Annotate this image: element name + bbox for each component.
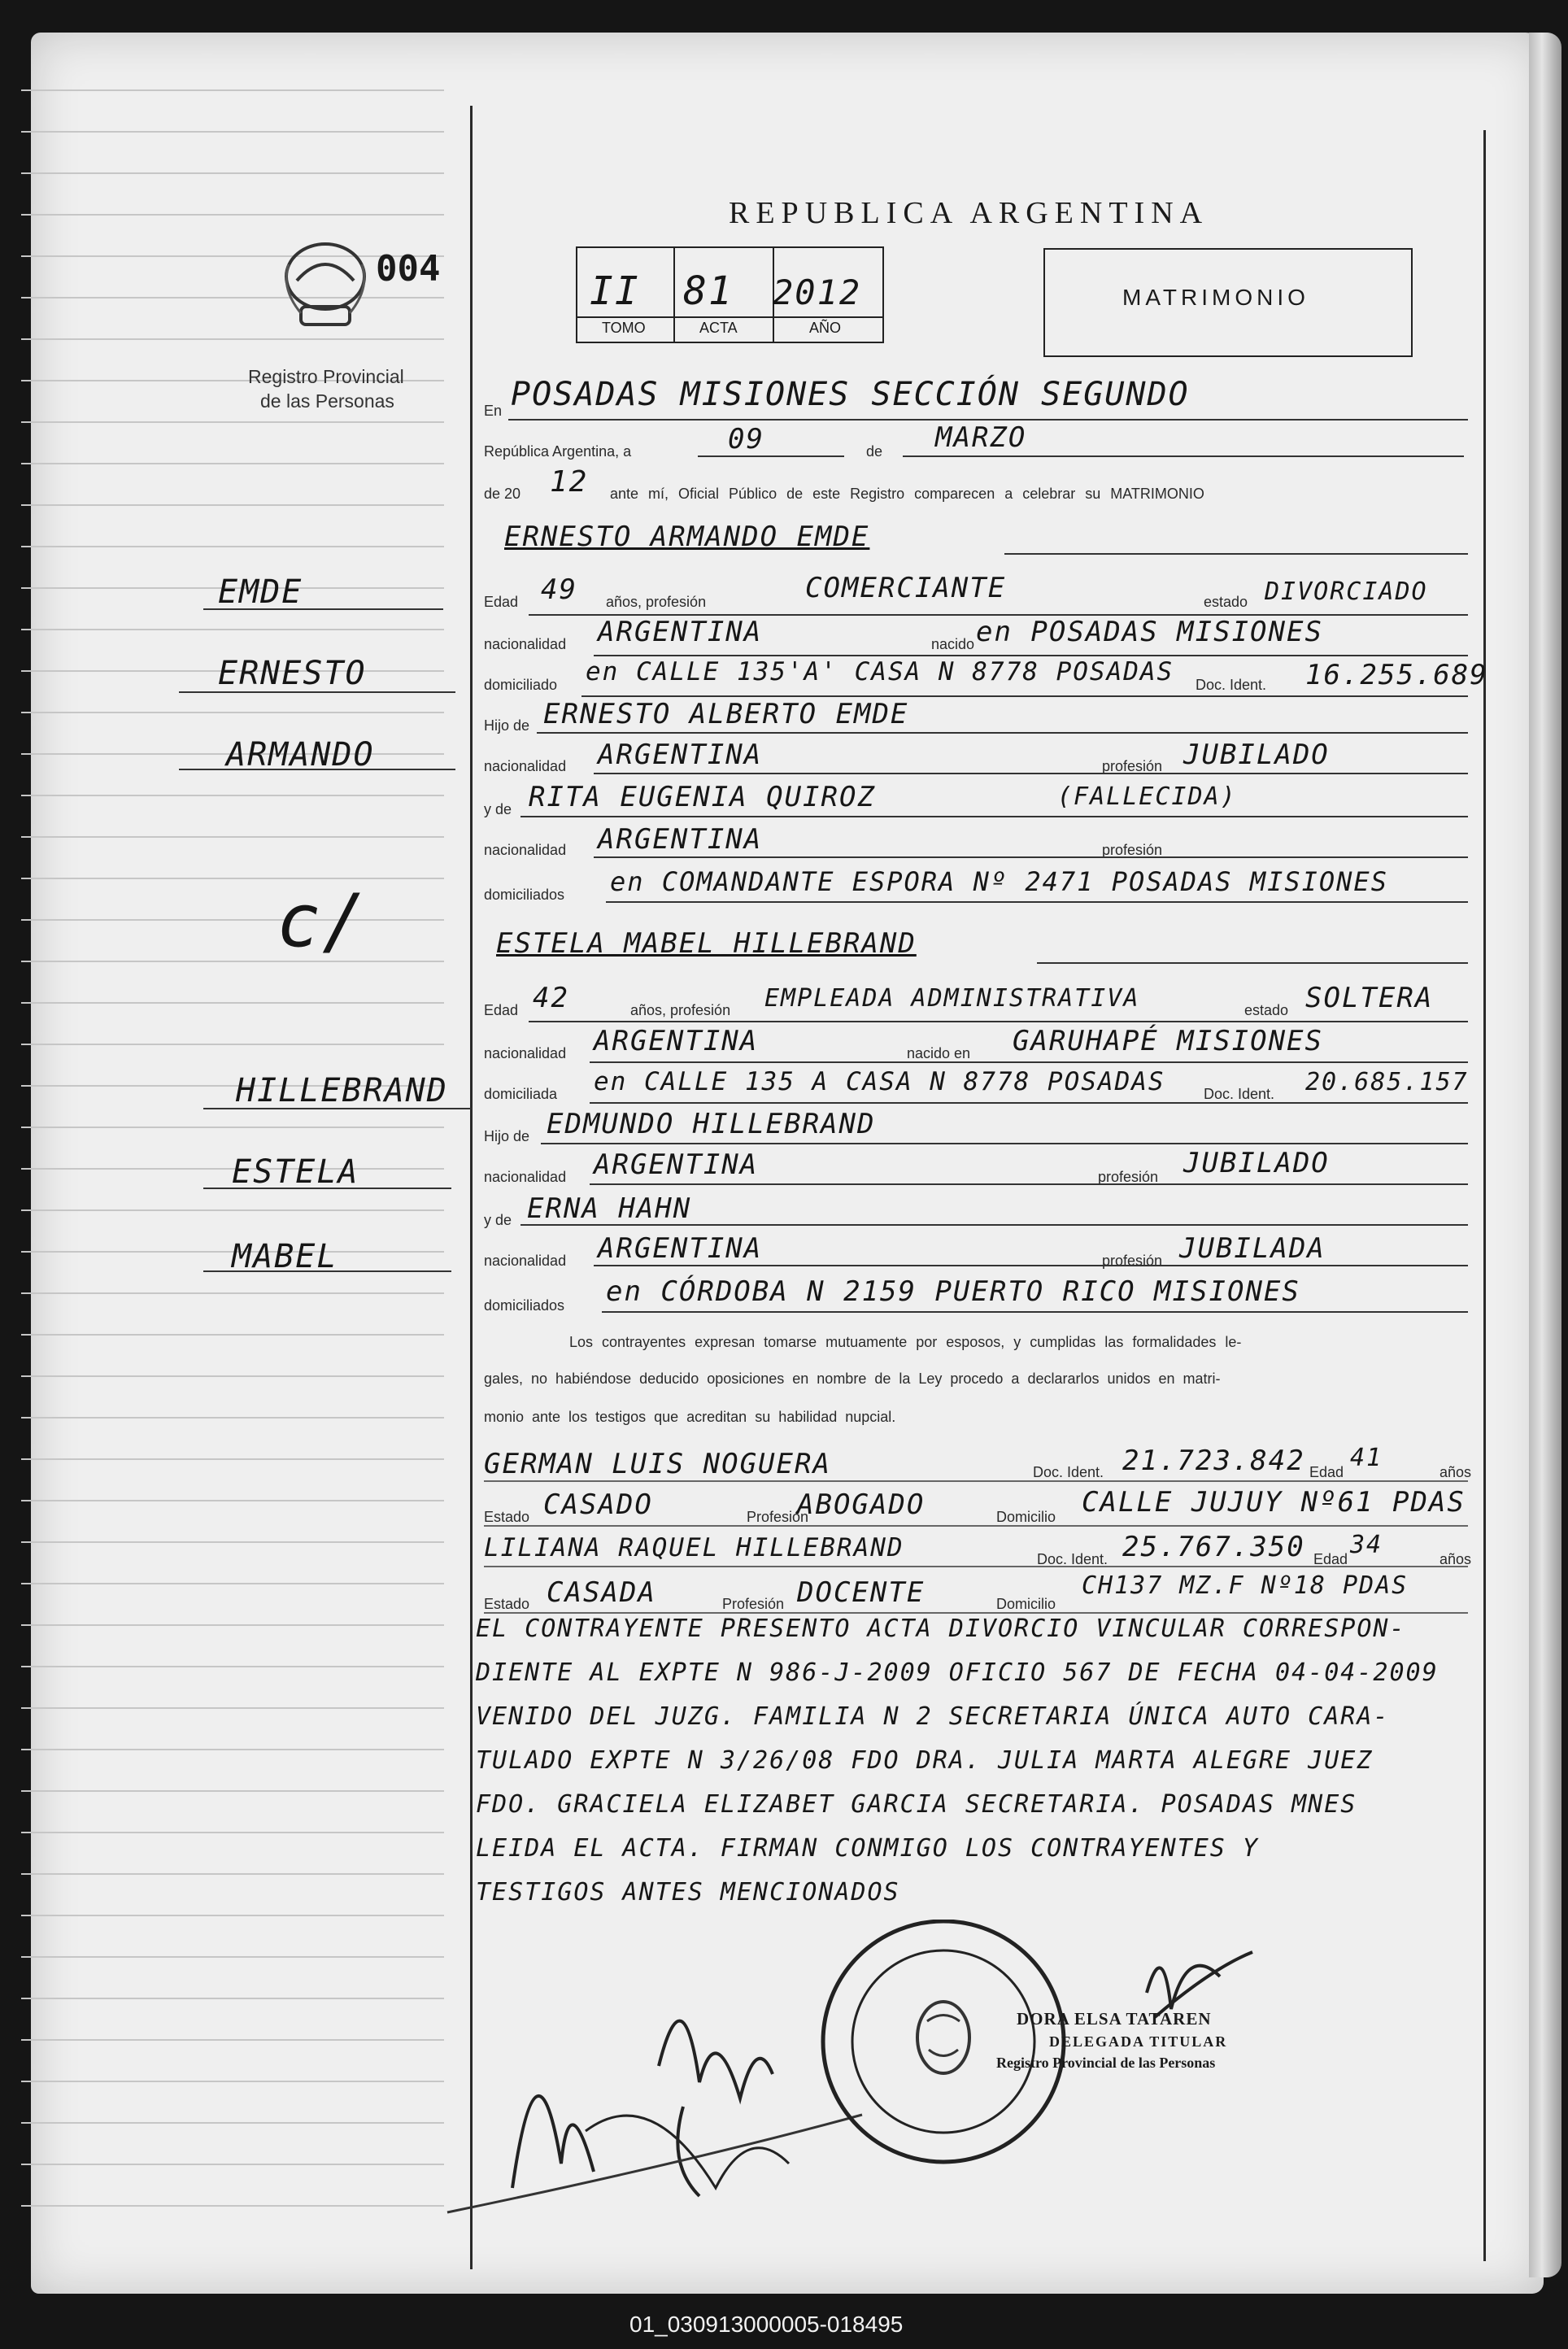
groom-domicilio-label: domiciliado: [484, 677, 558, 693]
act-type: MATRIMONIO: [1122, 285, 1309, 310]
groom-estado-label: estado: [1204, 594, 1248, 610]
witness1-age: 41: [1350, 1444, 1383, 1472]
witness2-prof-label: Profesión: [722, 1596, 785, 1612]
bride-mother-label: y de: [484, 1212, 512, 1228]
folio-number: 004: [376, 248, 441, 290]
ruled-line: [21, 172, 444, 174]
witness1-estado-label: Estado: [484, 1509, 530, 1525]
book-binding-edge: [1529, 33, 1561, 2277]
ruled-line: [21, 2039, 444, 2041]
bride-parents-address: en CÓRDOBA N 2159 PUERTO RICO MISIONES: [606, 1275, 1300, 1308]
bride-estado-label: estado: [1244, 1002, 1289, 1018]
groom-father-nac-label: nacionalidad: [484, 758, 567, 774]
groom-edad-label: Edad: [484, 594, 519, 610]
bride-parents-dom-label: domiciliados: [484, 1297, 565, 1314]
ruled-line: [21, 546, 444, 547]
ruled-line: [21, 1541, 444, 1543]
acta-value: 81: [683, 268, 734, 314]
ruled-line: [21, 1127, 444, 1128]
witness2-name: LILIANA RAQUEL HILLEBRAND: [484, 1533, 904, 1562]
groom-birthplace: en POSADAS MISIONES: [976, 616, 1323, 648]
registry-name-line2: de las Personas: [260, 390, 394, 412]
note-line: LEIDA EL ACTA. FIRMAN CONMIGO LOS CONTRAYENTES Y: [476, 1834, 1259, 1863]
year-prefix-label: de 20: [484, 486, 521, 502]
ruled-line: [21, 1666, 444, 1667]
note-line: DIENTE AL EXPTE N 986-J-2009 OFICIO 567 DE FECHA 04-04-2009: [476, 1658, 1439, 1687]
groom-mother-name: RITA EUGENIA QUIROZ: [529, 781, 876, 813]
witness1-doc-label: Doc. Ident.: [1033, 1464, 1104, 1480]
bride-mother-name: ERNA HAHN: [527, 1192, 692, 1225]
anio-value: 2012: [773, 272, 862, 312]
note-line: VENIDO DEL JUZG. FAMILIA N 2 SECRETARIA ÚNICA AUTO CARA-: [476, 1702, 1390, 1731]
bride-profession: EMPLEADA ADMINISTRATIVA: [764, 984, 1140, 1013]
republica-label: República Argentina, a: [484, 443, 632, 460]
anio-label: AÑO: [809, 320, 842, 336]
bride-domicilio-label: domiciliada: [484, 1086, 558, 1102]
margin-groom-name1: ERNESTO: [218, 655, 367, 692]
registration-day: 09: [728, 423, 764, 455]
bride-mother-profession: JUBILADA: [1179, 1232, 1326, 1265]
groom-marital-status: DIVORCIADO: [1265, 577, 1428, 606]
ruled-line: [21, 1624, 444, 1626]
witness2-edad-label: Edad: [1313, 1551, 1348, 1567]
officer-title: DELEGADA TITULAR: [1049, 2033, 1228, 2050]
ruled-line: [21, 131, 444, 133]
witness1-profession: ABOGADO: [797, 1488, 926, 1521]
ruled-line: [21, 1417, 444, 1419]
bride-father-nationality: ARGENTINA: [594, 1148, 759, 1181]
ruled-line: [21, 1044, 444, 1045]
note-line: TESTIGOS ANTES MENCIONADOS: [476, 1878, 900, 1907]
margin-groom-name2: ARMANDO: [226, 736, 375, 774]
bride-full-name: ESTELA MABEL HILLEBRAND: [496, 927, 917, 960]
groom-mother-note: (FALLECIDA): [1057, 782, 1237, 811]
bride-doc-label: Doc. Ident.: [1204, 1086, 1275, 1102]
registry-name-line1: Registro Provincial: [248, 366, 404, 387]
groom-mother-prof-label: profesión: [1102, 842, 1163, 858]
bride-father-prof-label: profesión: [1098, 1169, 1159, 1185]
image-identifier: 01_030913000005-018495: [629, 2312, 904, 2337]
ruled-line: [21, 1707, 444, 1709]
bride-birthplace: GARUHAPÉ MISIONES: [1013, 1025, 1323, 1057]
de-label-1: de: [866, 443, 883, 460]
declaration-line-3: monio ante los testigos que acreditan su habilidad nupcial.: [484, 1409, 896, 1425]
ruled-line: [21, 1998, 444, 1999]
note-line: EL CONTRAYENTE PRESENTO ACTA DIVORCIO VINCULAR CORRESPON-: [476, 1615, 1406, 1643]
groom-profesion-label: años, profesión: [606, 594, 707, 610]
ruled-line: [21, 214, 444, 216]
witness2-address: CH137 MZ.F Nº18 PDAS: [1082, 1571, 1409, 1600]
registration-month: MARZO: [935, 421, 1027, 454]
ruled-line: [21, 504, 444, 506]
bride-mother-nationality: ARGENTINA: [598, 1232, 763, 1265]
witness1-status: CASADO: [543, 1488, 653, 1521]
ruled-line: [21, 1375, 444, 1377]
groom-father-profession: JUBILADO: [1183, 739, 1330, 771]
ruled-line: [21, 1915, 444, 1916]
witness1-dom-label: Domicilio: [996, 1509, 1056, 1525]
tomo-label: TOMO: [602, 320, 646, 336]
witness2-doc: 25.767.350: [1122, 1531, 1305, 1563]
ruled-line: [21, 2164, 444, 2165]
margin-bride-name1: ESTELA: [232, 1153, 359, 1191]
ruled-line: [21, 961, 444, 962]
groom-parents-address: en COMANDANTE ESPORA Nº 2471 POSADAS MISIONES: [610, 866, 1388, 897]
groom-nacido-label: nacido: [931, 636, 975, 652]
ruled-line: [21, 1334, 444, 1336]
ruled-line: [21, 836, 444, 838]
bride-father-profession: JUBILADO: [1183, 1147, 1330, 1179]
bride-address: en CALLE 135 A CASA N 8778 POSADAS: [594, 1067, 1165, 1096]
registration-place: POSADAS MISIONES SECCIÓN SEGUNDO: [511, 376, 1190, 413]
ruled-line: [21, 878, 444, 879]
ruled-line: [21, 1790, 444, 1792]
groom-address: en CALLE 135'A' CASA N 8778 POSADAS: [586, 657, 1174, 686]
appearance-sentence: ante mí, Oficial Público de este Registro comparecen a celebrar su MATRIMONIO: [610, 486, 1204, 502]
witness1-prof-label: Profesión: [747, 1509, 809, 1525]
ruled-line: [21, 2081, 444, 2082]
bride-father-name: EDMUNDO HILLEBRAND: [547, 1108, 876, 1140]
groom-father-label: Hijo de: [484, 717, 530, 734]
groom-nacionalidad-label: nacionalidad: [484, 636, 567, 652]
witness1-edad-label: Edad: [1309, 1464, 1344, 1480]
witness1-address: CALLE JUJUY Nº61 PDAS: [1082, 1486, 1466, 1519]
ruled-line: [21, 463, 444, 464]
ruled-line: [21, 1292, 444, 1294]
registry-seal-icon: [264, 232, 386, 350]
ruled-line: [21, 629, 444, 630]
bride-age: 42: [533, 982, 569, 1014]
witness2-age: 34: [1350, 1531, 1383, 1559]
ruled-line: [21, 2122, 444, 2124]
bride-father-label: Hijo de: [484, 1128, 530, 1144]
declaration-line-2: gales, no habiéndose deducido oposiciones en nombre de la Ley procedo a declararlos unidos en matri-: [484, 1371, 1221, 1387]
groom-doc-label: Doc. Ident.: [1196, 677, 1267, 693]
groom-nationality: ARGENTINA: [598, 616, 763, 648]
witness1-name: GERMAN LUIS NOGUERA: [484, 1448, 831, 1480]
note-line: FDO. GRACIELA ELIZABET GARCIA SECRETARIA. POSADAS MNES: [476, 1790, 1357, 1819]
witness1-doc: 21.723.842: [1122, 1445, 1305, 1477]
bride-nationality: ARGENTINA: [594, 1025, 759, 1057]
groom-father-prof-label: profesión: [1102, 758, 1163, 774]
ruled-line: [21, 1583, 444, 1584]
groom-mother-nationality: ARGENTINA: [598, 823, 763, 856]
right-border-line: [1483, 130, 1486, 2261]
bride-profesion-label: años, profesión: [630, 1002, 731, 1018]
groom-parents-dom-label: domiciliados: [484, 887, 565, 903]
groom-mother-label: y de: [484, 801, 512, 817]
ruled-line: [21, 795, 444, 796]
ruled-line: [21, 1500, 444, 1501]
groom-father-name: ERNESTO ALBERTO EMDE: [543, 698, 909, 730]
ruled-line: [21, 1458, 444, 1460]
year-suffix: 12: [550, 465, 589, 499]
note-line: TULADO EXPTE N 3/26/08 FDO DRA. JULIA MARTA ALEGRE JUEZ: [476, 1746, 1374, 1775]
ruled-line: [21, 1209, 444, 1211]
ruled-line: [21, 1749, 444, 1750]
country-heading: REPUBLICA ARGENTINA: [729, 196, 1209, 230]
ruled-line: [21, 1873, 444, 1875]
tomo-value: II: [590, 268, 640, 314]
en-label: En: [484, 403, 503, 419]
bride-father-nac-label: nacionalidad: [484, 1169, 567, 1185]
ruled-line: [21, 421, 444, 423]
groom-full-name: ERNESTO ARMANDO EMDE: [504, 521, 870, 553]
witness2-estado-label: Estado: [484, 1596, 530, 1612]
signatures-drawing: [439, 1920, 1350, 2233]
groom-profession: COMERCIANTE: [805, 572, 1007, 604]
bride-marital-status: SOLTERA: [1305, 982, 1434, 1014]
ruled-line: [21, 2205, 444, 2207]
witness2-doc-label: Doc. Ident.: [1037, 1551, 1108, 1567]
witness2-profession: DOCENTE: [797, 1576, 926, 1609]
ruled-line: [21, 1956, 444, 1958]
declaration-line-1: Los contrayentes expresan tomarse mutuamente por esposos, y cumplidas las formalidades le-: [569, 1334, 1242, 1350]
ruled-line: [21, 712, 444, 713]
groom-age: 49: [541, 573, 577, 606]
bride-edad-label: Edad: [484, 1002, 519, 1018]
groom-mother-nac-label: nacionalidad: [484, 842, 567, 858]
witness2-anios-label: años: [1440, 1551, 1472, 1567]
acta-label: ACTA: [699, 320, 738, 336]
ruled-line: [21, 1002, 444, 1004]
officer-registry: Registro Provincial de las Personas: [996, 2055, 1216, 2071]
bride-doc-number: 20.685.157: [1305, 1068, 1469, 1096]
margin-bride-surname: HILLEBRAND: [236, 1072, 448, 1109]
officer-name: DORA ELSA TATAREN: [1017, 2009, 1212, 2029]
margin-groom-surname: EMDE: [218, 573, 303, 611]
groom-father-nationality: ARGENTINA: [598, 739, 763, 771]
groom-doc-number: 16.255.689: [1305, 659, 1488, 691]
bride-mother-prof-label: profesión: [1102, 1253, 1163, 1269]
witness2-status: CASADA: [547, 1576, 656, 1609]
bride-mother-nac-label: nacionalidad: [484, 1253, 567, 1269]
margin-connector: c/: [277, 878, 368, 964]
ruled-line: [21, 919, 444, 921]
margin-bride-name2: MABEL: [232, 1238, 338, 1275]
bride-nacido-label: nacido en: [907, 1045, 971, 1061]
bride-nacionalidad-label: nacionalidad: [484, 1045, 567, 1061]
ruled-line: [21, 1832, 444, 1833]
witness2-dom-label: Domicilio: [996, 1596, 1056, 1612]
ruled-line: [21, 89, 444, 91]
witness1-anios-label: años: [1440, 1464, 1472, 1480]
